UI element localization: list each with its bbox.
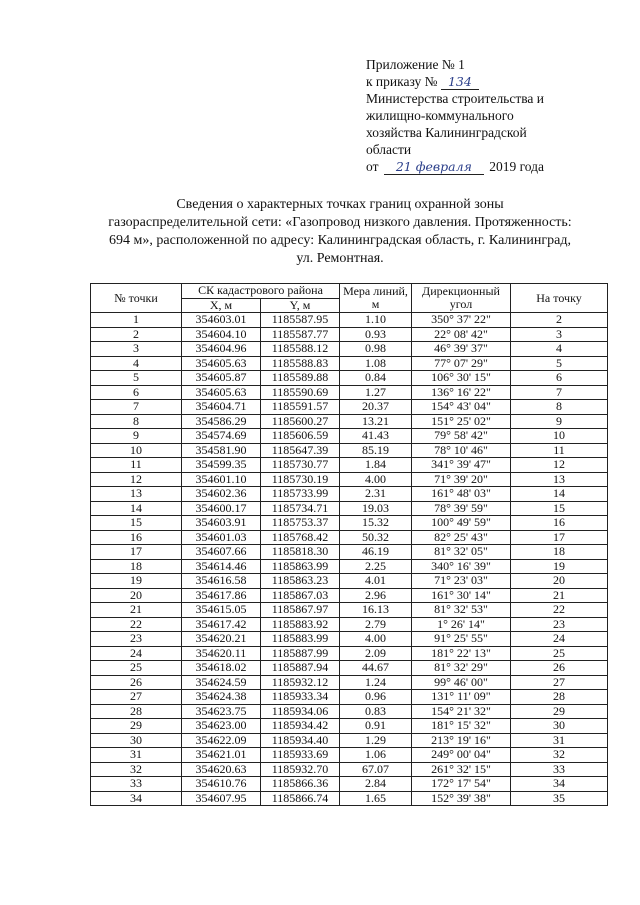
table-row (91, 356, 608, 371)
cell-length: 13.21 (340, 414, 412, 429)
cell-to-point: 5 (511, 356, 608, 371)
cell-y: 1185600.27 (261, 414, 340, 429)
table-row (91, 313, 608, 328)
cell-length: 4.00 (340, 632, 412, 647)
cell-x: 354581.90 (182, 443, 261, 458)
appendix-block (366, 56, 616, 175)
header-cs-group: СК кадастрового района (182, 284, 340, 299)
cell-y: 1185933.34 (261, 690, 340, 705)
cell-to-point: 33 (511, 762, 608, 777)
cell-y: 1185866.74 (261, 791, 340, 806)
cell-x: 354623.00 (182, 719, 261, 734)
cell-direction: 152° 39' 38" (412, 791, 511, 806)
table-row (91, 559, 608, 574)
header-y: Y, м (261, 298, 340, 313)
cell-x: 354599.35 (182, 458, 261, 473)
cell-y: 1185588.12 (261, 342, 340, 357)
cell-length: 1.10 (340, 313, 412, 328)
cell-direction: 71° 39' 20" (412, 472, 511, 487)
cell-length: 15.32 (340, 516, 412, 531)
cell-length: 2.96 (340, 588, 412, 603)
cell-length: 41.43 (340, 429, 412, 444)
cell-x: 354605.63 (182, 356, 261, 371)
cell-x: 354574.69 (182, 429, 261, 444)
date-handwritten: 21 февраля (384, 160, 484, 175)
cell-to-point: 20 (511, 574, 608, 589)
cell-point-no: 16 (91, 530, 182, 545)
title-line-3: 694 м», расположенной по адресу: Калининградская область, г. Калининград, (109, 233, 571, 248)
table-row (91, 327, 608, 342)
cell-x: 354604.71 (182, 400, 261, 415)
cell-point-no: 20 (91, 588, 182, 603)
table-row (91, 530, 608, 545)
table-row (91, 704, 608, 719)
cell-point-no: 27 (91, 690, 182, 705)
table-row (91, 719, 608, 734)
cell-length: 0.83 (340, 704, 412, 719)
cell-point-no: 4 (91, 356, 182, 371)
table-row (91, 603, 608, 618)
cell-x: 354605.63 (182, 385, 261, 400)
cell-x: 354604.10 (182, 327, 261, 342)
cell-point-no: 28 (91, 704, 182, 719)
cell-to-point: 15 (511, 501, 608, 516)
cell-point-no: 22 (91, 617, 182, 632)
table-row (91, 342, 608, 357)
cell-to-point: 3 (511, 327, 608, 342)
cell-point-no: 12 (91, 472, 182, 487)
order-prefix: к приказу № (366, 74, 438, 89)
cell-length: 2.09 (340, 646, 412, 661)
cell-point-no: 3 (91, 342, 182, 357)
cell-to-point: 25 (511, 646, 608, 661)
cell-y: 1185887.99 (261, 646, 340, 661)
table-row (91, 516, 608, 531)
cell-to-point: 19 (511, 559, 608, 574)
cell-x: 354601.10 (182, 472, 261, 487)
cell-to-point: 17 (511, 530, 608, 545)
cell-y: 1185933.69 (261, 748, 340, 763)
cell-to-point: 29 (511, 704, 608, 719)
cell-length: 1.27 (340, 385, 412, 400)
table-row (91, 574, 608, 589)
cell-to-point: 26 (511, 661, 608, 676)
cell-y: 1185734.71 (261, 501, 340, 516)
cell-x: 354617.42 (182, 617, 261, 632)
cell-direction: 341° 39' 47" (412, 458, 511, 473)
table-row (91, 617, 608, 632)
cell-length: 0.84 (340, 371, 412, 386)
cell-x: 354603.01 (182, 313, 261, 328)
cell-x: 354586.29 (182, 414, 261, 429)
cell-x: 354607.95 (182, 791, 261, 806)
cell-direction: 181° 22' 13" (412, 646, 511, 661)
cell-to-point: 28 (511, 690, 608, 705)
cell-length: 2.25 (340, 559, 412, 574)
cell-direction: 77° 07' 29" (412, 356, 511, 371)
cell-to-point: 16 (511, 516, 608, 531)
cell-point-no: 5 (91, 371, 182, 386)
header-x: X, м (182, 298, 261, 313)
cell-direction: 100° 49' 59" (412, 516, 511, 531)
table-row (91, 458, 608, 473)
table-row (91, 762, 608, 777)
cell-direction: 340° 16' 39" (412, 559, 511, 574)
cell-y: 1185590.69 (261, 385, 340, 400)
cell-length: 85.19 (340, 443, 412, 458)
ministry-line-3: хозяйства Калининградской (366, 125, 527, 140)
cell-to-point: 32 (511, 748, 608, 763)
cell-y: 1185587.95 (261, 313, 340, 328)
cell-direction: 82° 25' 43" (412, 530, 511, 545)
cell-point-no: 33 (91, 777, 182, 792)
cell-y: 1185753.37 (261, 516, 340, 531)
cell-to-point: 11 (511, 443, 608, 458)
cell-x: 354620.11 (182, 646, 261, 661)
table-row (91, 385, 608, 400)
cell-direction: 154° 43' 04" (412, 400, 511, 415)
cell-point-no: 15 (91, 516, 182, 531)
cell-x: 354623.75 (182, 704, 261, 719)
cell-direction: 151° 25' 02" (412, 414, 511, 429)
cell-length: 0.91 (340, 719, 412, 734)
table-row (91, 646, 608, 661)
table-row (91, 661, 608, 676)
cell-point-no: 6 (91, 385, 182, 400)
table-row (91, 632, 608, 647)
table-row (91, 748, 608, 763)
order-number-handwritten: 134 (441, 75, 479, 90)
cell-direction: 46° 39' 37" (412, 342, 511, 357)
cell-x: 354615.05 (182, 603, 261, 618)
cell-point-no: 14 (91, 501, 182, 516)
date-suffix: 2019 года (489, 159, 545, 174)
cell-direction: 81° 32' 05" (412, 545, 511, 560)
title-line-4: ул. Ремонтная. (296, 251, 384, 266)
cell-length: 1.65 (340, 791, 412, 806)
cell-y: 1185934.40 (261, 733, 340, 748)
cell-direction: 161° 30' 14" (412, 588, 511, 603)
cell-length: 2.84 (340, 777, 412, 792)
cell-x: 354620.21 (182, 632, 261, 647)
order-line (366, 73, 616, 90)
cell-x: 354614.46 (182, 559, 261, 574)
cell-point-no: 32 (91, 762, 182, 777)
cell-y: 1185863.99 (261, 559, 340, 574)
cell-x: 354603.91 (182, 516, 261, 531)
cell-direction: 131° 11' 09" (412, 690, 511, 705)
cell-length: 0.93 (340, 327, 412, 342)
cell-to-point: 34 (511, 777, 608, 792)
header-to-point: На точку (511, 284, 608, 313)
cell-length: 44.67 (340, 661, 412, 676)
cell-point-no: 34 (91, 791, 182, 806)
cell-direction: 161° 48' 03" (412, 487, 511, 502)
cell-y: 1185647.39 (261, 443, 340, 458)
table-row (91, 733, 608, 748)
cell-x: 354604.96 (182, 342, 261, 357)
cell-point-no: 26 (91, 675, 182, 690)
cell-x: 354602.36 (182, 487, 261, 502)
header-length: Мера линий, м (340, 284, 412, 313)
cell-x: 354624.59 (182, 675, 261, 690)
cell-point-no: 2 (91, 327, 182, 342)
cell-y: 1185934.06 (261, 704, 340, 719)
cell-point-no: 30 (91, 733, 182, 748)
table-body (91, 313, 608, 806)
cell-to-point: 27 (511, 675, 608, 690)
cell-point-no: 29 (91, 719, 182, 734)
cell-direction: 213° 19' 16" (412, 733, 511, 748)
cell-y: 1185867.97 (261, 603, 340, 618)
cell-x: 354621.01 (182, 748, 261, 763)
cell-point-no: 21 (91, 603, 182, 618)
cell-direction: 79° 58' 42" (412, 429, 511, 444)
cell-point-no: 31 (91, 748, 182, 763)
cell-y: 1185932.12 (261, 675, 340, 690)
cell-direction: 71° 23' 03" (412, 574, 511, 589)
table-row (91, 429, 608, 444)
cell-direction: 81° 32' 29" (412, 661, 511, 676)
title-line-2: газораспределительной сети: «Газопровод низкого давления. Протяженность: (108, 215, 572, 230)
cell-y: 1185887.94 (261, 661, 340, 676)
cell-to-point: 35 (511, 791, 608, 806)
cell-direction: 154° 21' 32" (412, 704, 511, 719)
cell-to-point: 2 (511, 313, 608, 328)
cell-length: 20.37 (340, 400, 412, 415)
cell-direction: 172° 17' 54" (412, 777, 511, 792)
header-point-no: № точки (91, 284, 182, 313)
cell-x: 354620.63 (182, 762, 261, 777)
cell-point-no: 23 (91, 632, 182, 647)
table-row (91, 371, 608, 386)
cell-direction: 78° 39' 59" (412, 501, 511, 516)
cell-y: 1185768.42 (261, 530, 340, 545)
cell-point-no: 19 (91, 574, 182, 589)
cell-to-point: 21 (511, 588, 608, 603)
cell-length: 1.29 (340, 733, 412, 748)
cell-point-no: 17 (91, 545, 182, 560)
cell-direction: 81° 32' 53" (412, 603, 511, 618)
table-row (91, 400, 608, 415)
cell-to-point: 9 (511, 414, 608, 429)
cell-length: 1.06 (340, 748, 412, 763)
cell-point-no: 24 (91, 646, 182, 661)
cell-to-point: 13 (511, 472, 608, 487)
cell-y: 1185733.99 (261, 487, 340, 502)
cell-length: 2.31 (340, 487, 412, 502)
cell-x: 354610.76 (182, 777, 261, 792)
ministry-line-4: области (366, 142, 412, 157)
cell-direction: 249° 00' 04" (412, 748, 511, 763)
cell-direction: 350° 37' 22" (412, 313, 511, 328)
cell-x: 354605.87 (182, 371, 261, 386)
cell-x: 354624.38 (182, 690, 261, 705)
cell-point-no: 10 (91, 443, 182, 458)
cell-point-no: 7 (91, 400, 182, 415)
cell-length: 67.07 (340, 762, 412, 777)
cell-point-no: 1 (91, 313, 182, 328)
appendix-title: Приложение № 1 (366, 57, 465, 72)
table-row (91, 414, 608, 429)
points-table (90, 283, 608, 806)
table-row (91, 472, 608, 487)
cell-length: 19.03 (340, 501, 412, 516)
cell-point-no: 25 (91, 661, 182, 676)
cell-direction: 22° 08' 42" (412, 327, 511, 342)
cell-y: 1185606.59 (261, 429, 340, 444)
cell-y: 1185866.36 (261, 777, 340, 792)
cell-direction: 181° 15' 32" (412, 719, 511, 734)
cell-length: 50.32 (340, 530, 412, 545)
cell-direction: 261° 32' 15" (412, 762, 511, 777)
table-row (91, 791, 608, 806)
cell-point-no: 9 (91, 429, 182, 444)
cell-direction: 99° 46' 00" (412, 675, 511, 690)
table-row (91, 501, 608, 516)
cell-length: 46.19 (340, 545, 412, 560)
cell-to-point: 8 (511, 400, 608, 415)
date-line (366, 158, 616, 175)
cell-x: 354607.66 (182, 545, 261, 560)
cell-y: 1185591.57 (261, 400, 340, 415)
table-row (91, 588, 608, 603)
cell-y: 1185934.42 (261, 719, 340, 734)
cell-to-point: 30 (511, 719, 608, 734)
cell-direction: 1° 26' 14" (412, 617, 511, 632)
cell-y: 1185818.30 (261, 545, 340, 560)
cell-x: 354600.17 (182, 501, 261, 516)
table-row (91, 777, 608, 792)
date-prefix: от (366, 159, 379, 174)
cell-point-no: 18 (91, 559, 182, 574)
cell-to-point: 24 (511, 632, 608, 647)
cell-to-point: 14 (511, 487, 608, 502)
cell-direction: 91° 25' 55" (412, 632, 511, 647)
cell-x: 354622.09 (182, 733, 261, 748)
cell-direction: 78° 10' 46" (412, 443, 511, 458)
table-row (91, 443, 608, 458)
table-row (91, 487, 608, 502)
cell-y: 1185883.99 (261, 632, 340, 647)
table-row (91, 675, 608, 690)
cell-point-no: 8 (91, 414, 182, 429)
cell-to-point: 7 (511, 385, 608, 400)
table-header (91, 284, 608, 313)
cell-x: 354617.86 (182, 588, 261, 603)
header-direction: Дирекционный угол (412, 284, 511, 313)
cell-length: 4.01 (340, 574, 412, 589)
ministry-line-1: Министерства строительства и (366, 91, 545, 106)
cell-point-no: 13 (91, 487, 182, 502)
document-title (80, 196, 600, 268)
cell-length: 4.00 (340, 472, 412, 487)
cell-to-point: 10 (511, 429, 608, 444)
cell-y: 1185863.23 (261, 574, 340, 589)
cell-y: 1185589.88 (261, 371, 340, 386)
cell-x: 354601.03 (182, 530, 261, 545)
cell-to-point: 6 (511, 371, 608, 386)
cell-to-point: 18 (511, 545, 608, 560)
cell-to-point: 4 (511, 342, 608, 357)
cell-y: 1185730.19 (261, 472, 340, 487)
cell-to-point: 22 (511, 603, 608, 618)
cell-y: 1185587.77 (261, 327, 340, 342)
cell-y: 1185730.77 (261, 458, 340, 473)
table-row (91, 690, 608, 705)
cell-y: 1185883.92 (261, 617, 340, 632)
cell-y: 1185867.03 (261, 588, 340, 603)
cell-point-no: 11 (91, 458, 182, 473)
cell-length: 16.13 (340, 603, 412, 618)
title-line-1: Сведения о характерных точках границ охранной зоны (176, 197, 504, 212)
cell-length: 0.98 (340, 342, 412, 357)
cell-direction: 136° 16' 22" (412, 385, 511, 400)
cell-length: 0.96 (340, 690, 412, 705)
cell-length: 2.79 (340, 617, 412, 632)
ministry-line-2: жилищно-коммунального (366, 108, 514, 123)
cell-to-point: 31 (511, 733, 608, 748)
cell-to-point: 12 (511, 458, 608, 473)
cell-length: 1.84 (340, 458, 412, 473)
cell-length: 1.24 (340, 675, 412, 690)
cell-x: 354616.58 (182, 574, 261, 589)
cell-to-point: 23 (511, 617, 608, 632)
cell-direction: 106° 30' 15" (412, 371, 511, 386)
cell-length: 1.08 (340, 356, 412, 371)
cell-y: 1185588.83 (261, 356, 340, 371)
cell-y: 1185932.70 (261, 762, 340, 777)
cell-x: 354618.02 (182, 661, 261, 676)
table-row (91, 545, 608, 560)
